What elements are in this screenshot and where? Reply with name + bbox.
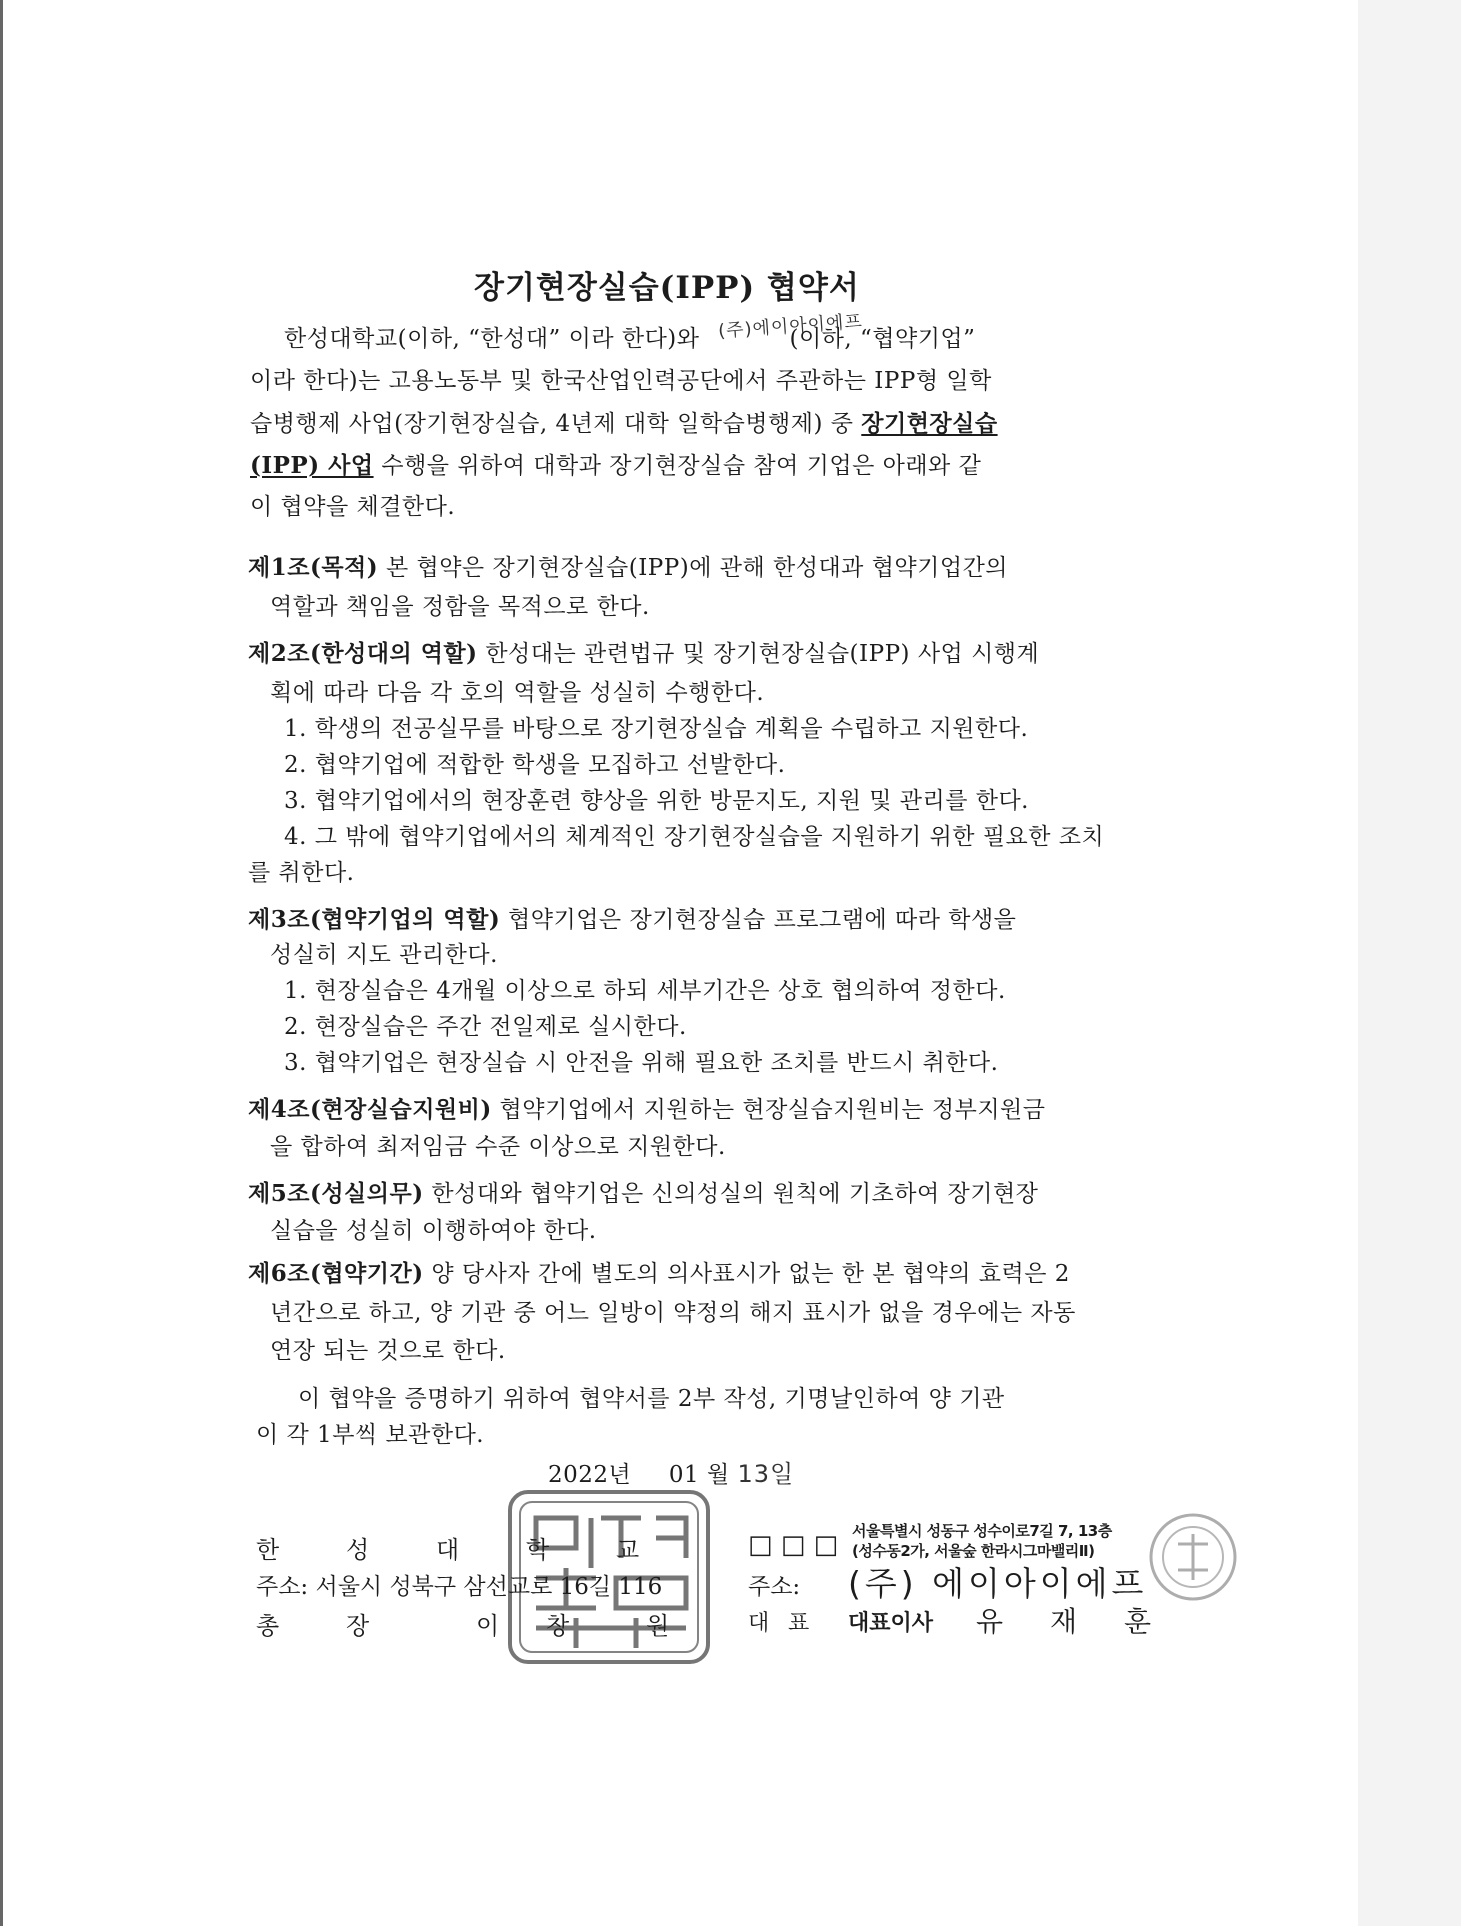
intro-text-4b: 수행을 위하여 대학과 장기현장실습 참여 기업은 아래와 같 <box>373 453 982 479</box>
intro-line-2: 이라 한다)는 고용노동부 및 한국산업인력공단에서 주관하는 IPP형 일학 <box>250 368 992 394</box>
article-3-item: 2. 현장실습은 주간 전일제로 실시한다. <box>284 1014 687 1040</box>
right-representative-name <box>976 1600 1164 1640</box>
article-6-line-1 <box>248 1262 1070 1286</box>
article-6-heading: 제6조(협약기간) <box>248 1260 424 1287</box>
intro-line-3 <box>250 412 998 436</box>
article-6-text: 양 당사자 간에 별도의 의사표시가 없는 한 본 협약의 효력은 2 <box>423 1261 1070 1287</box>
right-address-label: 주소: <box>748 1574 801 1600</box>
right-representative-title: 대표이사 <box>848 1611 934 1636</box>
article-2-line-1 <box>248 642 1039 666</box>
article-5-text: 한성대와 협약기업은 신의성실의 원칙에 기초하여 장기현장 <box>423 1181 1039 1207</box>
intro-emphasis-1: 장기현장실습 <box>861 410 998 437</box>
date-month: 01 월 <box>668 1462 730 1488</box>
right-party-boxes: □ □ □ <box>748 1530 839 1560</box>
intro-line-4 <box>250 454 981 478</box>
left-rep-char: 원 <box>646 1612 670 1640</box>
article-3-line-1 <box>248 908 1016 932</box>
intro-text-1a: 한성대학교(이하, “한성대” 이라 한다)와 <box>284 326 700 352</box>
intro-line-5: 이 협약을 체결한다. <box>250 494 456 520</box>
right-rep-name-char: 훈 <box>1124 1605 1152 1638</box>
article-2-item: 2. 협약기업에 적합한 학생을 모집하고 선발한다. <box>284 752 786 778</box>
article-5-line-1 <box>248 1182 1038 1206</box>
left-rep-char: 총 <box>256 1612 280 1640</box>
article-2-tail: 를 취한다. <box>248 860 355 886</box>
article-3-line-2: 성실히 지도 관리한다. <box>270 942 498 968</box>
right-rep-label-char: 대 <box>748 1611 770 1636</box>
article-2-text: 한성대는 관련법규 및 장기현장실습(IPP) 사업 시행계 <box>477 641 1040 667</box>
agreement-date <box>548 1462 794 1487</box>
article-1-line-1 <box>248 556 1008 580</box>
left-name-char: 학 <box>526 1536 550 1564</box>
left-name-char: 한 <box>256 1536 280 1564</box>
article-4-line-2: 을 합하여 최저임금 수준 이상으로 지원한다. <box>270 1134 726 1160</box>
left-name-char: 교 <box>616 1536 640 1564</box>
article-6-line-3: 연장 되는 것으로 한다. <box>270 1338 506 1364</box>
page-margin <box>1358 0 1461 1926</box>
article-2-item: 3. 협약기업에서의 현장훈련 향상을 위한 방문지도, 지원 및 관리를 한다. <box>284 788 1029 814</box>
date-year: 2022년 <box>548 1462 632 1488</box>
article-1-heading: 제1조(목적) <box>248 554 379 581</box>
article-2-item: 1. 학생의 전공실무를 바탕으로 장기현장실습 계획을 수립하고 지원한다. <box>284 716 1029 742</box>
right-rep-label-char: 표 <box>788 1611 810 1636</box>
article-2-item: 4. 그 밖에 협약기업에서의 체계적인 장기현장실습을 지원하기 위한 필요한 조치 <box>284 824 1105 850</box>
left-party-address: 주소: 서울시 성북구 삼선교로 16길 116 <box>256 1574 663 1600</box>
left-rep-char: 창 <box>546 1612 570 1640</box>
intro-text-1b: (이하, “협약기업” <box>789 326 976 352</box>
article-4-text: 협약기업에서 지원하는 현장실습지원비는 정부지원금 <box>491 1097 1046 1123</box>
article-1-line-2: 역할과 책임을 정함을 목적으로 한다. <box>270 594 650 620</box>
article-5-heading: 제5조(성실의무) <box>248 1180 424 1207</box>
handwritten-company-name: (주)에이아이에프 <box>717 310 864 343</box>
article-1-text: 본 협약은 장기현장실습(IPP)에 관해 한성대과 협약기업간의 <box>378 555 1009 581</box>
page-title: 장기현장실습(IPP) 협약서 <box>474 270 860 306</box>
article-5-line-2: 실습을 성실히 이행하여야 한다. <box>270 1218 597 1244</box>
right-rep-name-char: 유 <box>976 1605 1004 1638</box>
right-stamp-address-2: (성수동2가, 서울숲 한라시그마밸리Ⅱ) <box>852 1542 1095 1560</box>
article-3-item: 1. 현장실습은 4개월 이상으로 하되 세부기간은 상호 협의하여 정한다. <box>284 978 1006 1004</box>
article-4-line-1 <box>248 1098 1046 1122</box>
left-rep-char: 장 <box>346 1612 370 1640</box>
left-name-char: 대 <box>436 1536 460 1564</box>
left-rep-char: 이 <box>476 1612 500 1640</box>
article-2-line-2: 획에 따라 다음 각 호의 역할을 성실히 수행한다. <box>270 680 765 706</box>
left-party-representative <box>256 1606 686 1641</box>
article-3-text: 협약기업은 장기현장실습 프로그램에 따라 학생을 <box>500 907 1017 933</box>
right-company-name: (주) 에이아이에프 <box>848 1564 1148 1603</box>
right-stamp-address-1: 서울특별시 성동구 성수이로7길 7, 13층 <box>852 1522 1112 1540</box>
intro-text-3a: 습병행제 사업(장기현장실습, 4년제 대학 일학습병행제) 중 <box>250 411 862 437</box>
article-3-item: 3. 협약기업은 현장실습 시 안전을 위해 필요한 조치를 반드시 취한다. <box>284 1050 999 1076</box>
closing-line-2: 이 각 1부씩 보관한다. <box>256 1422 485 1448</box>
left-party-name <box>256 1530 656 1565</box>
article-4-heading: 제4조(현장실습지원비) <box>248 1096 492 1123</box>
closing-line-1: 이 협약을 증명하기 위하여 협약서를 2부 작성, 기명날인하여 양 기관 <box>298 1386 1005 1412</box>
company-stamp <box>1148 1504 1238 1610</box>
article-3-heading: 제3조(협약기업의 역할) <box>248 906 501 933</box>
right-representative-label <box>748 1606 828 1637</box>
right-rep-name-char: 재 <box>1050 1605 1078 1638</box>
left-name-char: 성 <box>346 1536 370 1564</box>
article-2-heading: 제2조(한성대의 역할) <box>248 640 478 667</box>
intro-emphasis-2: (IPP) 사업 <box>250 452 374 479</box>
date-day: 13일 <box>737 1460 795 1488</box>
intro-line-1 <box>284 328 975 351</box>
article-6-line-2: 년간으로 하고, 양 기관 중 어느 일방이 약정의 해지 표시가 없을 경우에는 자동 <box>270 1300 1076 1326</box>
